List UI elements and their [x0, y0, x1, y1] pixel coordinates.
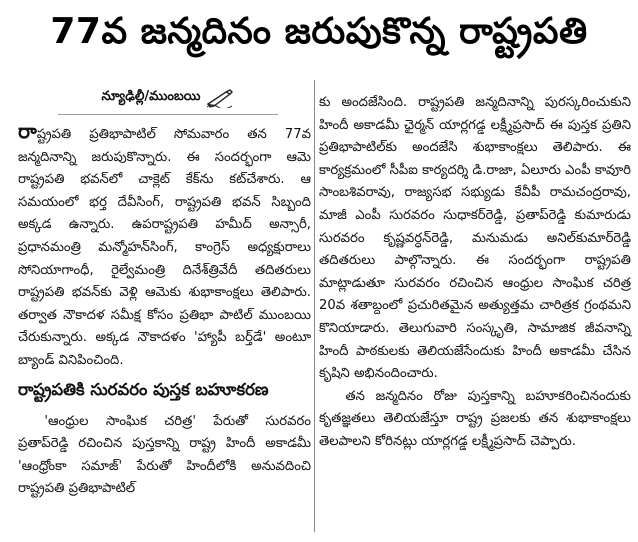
headline: 77వ జన్మదినం జరుపుకొన్న రాష్ట్రపతి	[50, 11, 588, 52]
lead-dropcap: రా	[18, 119, 37, 143]
column-divider	[314, 80, 315, 532]
left-paragraph-2: 'ఆంధ్రుల సాంఘిక చరిత్ర' పేరుతో సురవరం ప్రతాప్‌రెడ్డి రచించిన పుస్తకాన్ని రాష్ట్ర హిందీ అకాడమీ 'ఆంధ్రోంకా సమాజ్' పేరుతో హిందీలోకి అనువదించి రాష్ట్రపతి ప్రతిభాపాటిల్	[18, 413, 311, 497]
right-column	[319, 92, 631, 454]
right-paragraph-1: కు అందజేసింది. రాష్ట్రపతి జన్మదినాన్ని పురస్కరించుకుని హిందీ అకాడమీ ఛైర్మన్ యార్లగడ్డ లక్ష్మీప్రసాద్ ఈ పుస్తక ప్రతిని ప్రతిభాపాటిల్‌కు అందజేసి శుభాకాంక్షలు తెలిపారు. ఈ కార్యక్రమంలో సీపీఐ కార్యదర్శి డి.రాజా, ఏలూరు ఎంపీ కావూరి సాంబశివరావు, రాజ్యసభ సభ్యుడు కేవీపీ రామచంద్రరావు, మాజీ ఎంపీ సురవరం సుధాకర్‌రెడ్డి, ప్రతాప్‌రెడ్డి కుమారుడు సురవరం కృష్ణవర్ధన్‌రెడ్డి, మనుమడు అనిల్‌కుమార్‌రెడ్డి తదితరులు పాల్గొన్నారు. ఈ సందర్భంగా రాష్ట్రపతి మాట్లాడుతూ సురవరం రచించిన ఆంధ్రుల సాంఘిక చరిత్ర 20వ శతాబ్దంలో ప్రచురితమైన అత్యుత్తమ చారిత్రక గ్రంథమని కొనియాడారు. తెలుగువారి సంస్కృతి, సామాజిక జీవనాన్ని హిందీ పాఠకులకు తెలియజేసేందుకు హిందీ అకాడమీ చేసిన కృషిని అభినందించారు.	[319, 95, 631, 382]
dateline	[58, 82, 278, 115]
pen-icon	[206, 88, 234, 108]
left-column	[18, 82, 311, 501]
subheading: రాష్ట్రపతికి సురవరం పుస్తక బహూకరణ	[18, 379, 269, 399]
dateline-text: న్యూఢిల్లీ/ముంబయి	[101, 89, 201, 104]
right-paragraph-2: తన జన్మదినం రోజు పుస్తకాన్ని బహూకరించినందుకు కృతజ్ఞతలు తెలియజేస్తూ రాష్ట్ర ప్రజలకు తన శుభాకాంక్షలు తెలపాలని కోరినట్లు యార్లగడ్డ లక్ష్మీప్రసాద్ చెప్పారు.	[319, 388, 631, 449]
lead-paragraph	[18, 121, 311, 373]
lead-text: ష్ట్రపతి ప్రతిభాపాటిల్ సోమవారం తన 77వ జన్మదినాన్ని జరుపుకొన్నారు. ఈ సందర్భంగా ఆమె రాష్ట్రపతి భవన్‌లో చాక్లెట్ కేక్‌ను కట్‌చేశారు. ఆ సమయంలో భర్త దేవీసింగ్, రాష్ట్రపతి భవన్ సిబ్బంది అక్కడ ఉన్నారు. ఉపరాష్ట్రపతి హమీద్ అన్సారీ, ప్రధానమంత్రి మన్మోహన్‌సింగ్, కాంగ్రెస్ అధ్యక్షురాలు సోనియాగాంధీ, రైల్వేమంత్రి దినేశ్‌త్రివేదీ తదితరులు రాష్ట్రపతి భవన్‌కు వెళ్లి ఆమెకు శుభాకాంక్షలు తెలిపారు. తర్వాత నౌకాదళ సమీక్ష కోసం ప్రతిభా పాటిల్ ముంబయి చేరుకున్నారు. అక్కడ నౌకాదళం 'హ్యాపీ బర్త్‌డే' అంటూ బ్యాండ్ వినిపించింది.	[18, 127, 311, 368]
